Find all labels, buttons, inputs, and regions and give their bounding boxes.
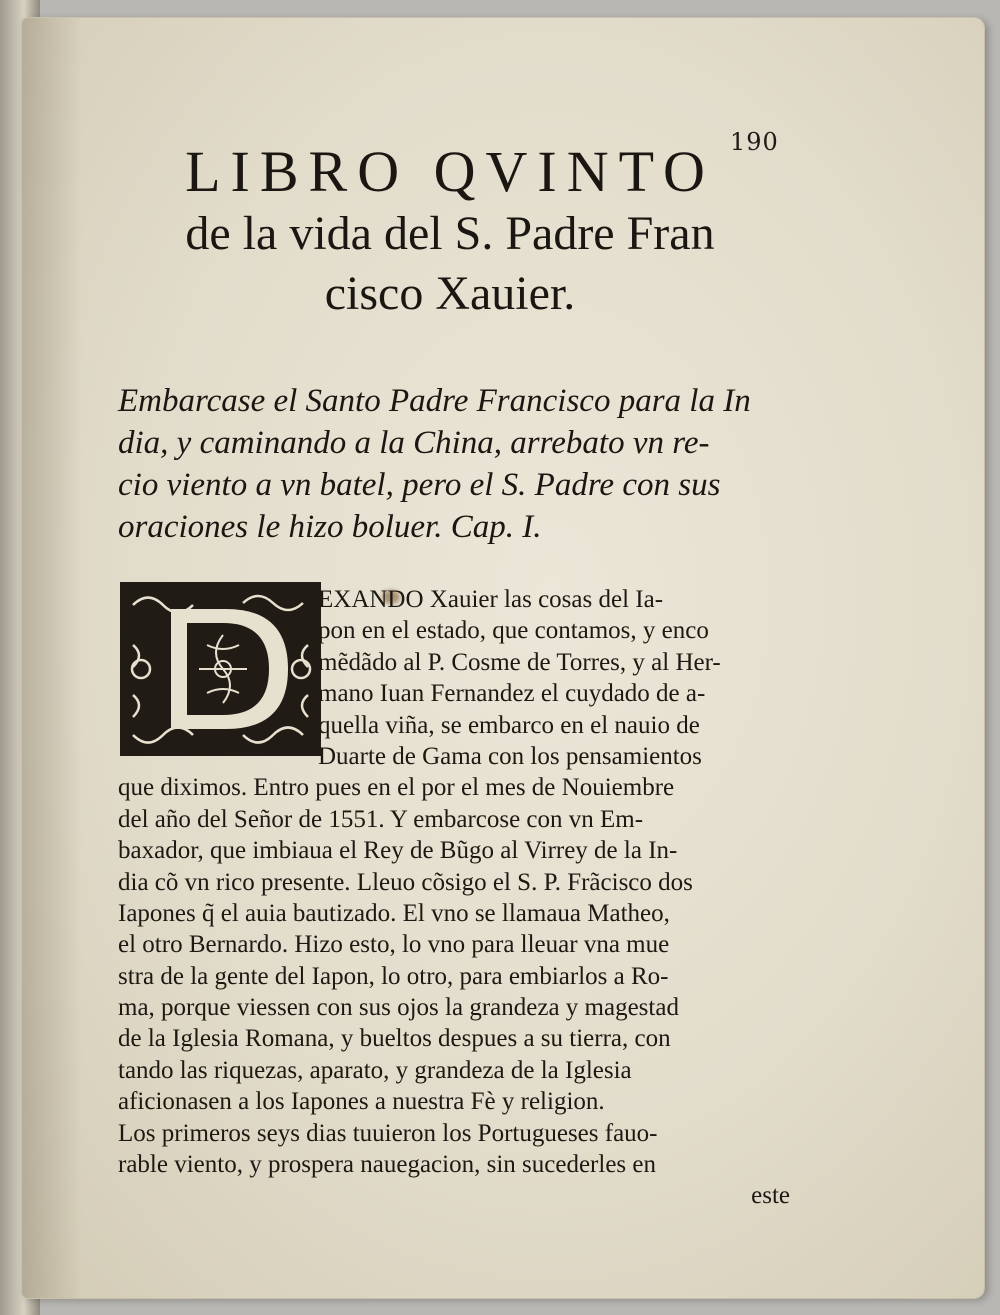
text-line: stra de la gente del Iapon, lo otro, para embiarlos a Ro-	[118, 962, 669, 990]
text-line: Duarte de Gama con los pensamientos	[318, 742, 702, 770]
page-number: 190	[730, 128, 779, 156]
text-line: baxador, que imbiaua el Rey de Bũgo al Virrey de la In-	[118, 837, 678, 865]
text-line: Iapones q̃ el auia bautizado. El vno se llamaua Matheo,	[118, 899, 670, 927]
chapter-heading-line: oraciones le hizo boluer. Cap. I.	[118, 509, 542, 545]
text-line: Los primeros seys dias tuuieron los Portugueses fauo-	[118, 1119, 658, 1147]
text-line: tando las riquezas, aparato, y grandeza de la Iglesia	[118, 1056, 632, 1084]
text-line: de la Iglesia Romana, y bueltos despues a su tierra, con	[118, 1025, 671, 1053]
text-line: rable viento, y prospera nauegacion, sin sucederles en	[118, 1151, 656, 1179]
book-subtitle-line: cisco Xauier.	[324, 267, 576, 320]
text-line: mẽdãdo al P. Cosme de Torres, y al Her-	[318, 648, 721, 676]
chapter-heading-line: dia, y caminando a la China, arrebato vn re-	[118, 425, 710, 461]
body-text	[118, 584, 798, 1212]
text-line: pon en el estado, que contamos, y enco	[318, 617, 709, 645]
text-line: el otro Bernardo. Hizo esto, lo vno para lleuar vna mue	[118, 931, 670, 959]
catchword: este	[751, 1182, 790, 1210]
page-header	[100, 140, 800, 324]
book-title: LIBRO QVINTO	[185, 139, 715, 204]
book-subtitle-line: de la vida del S. Padre Fran	[185, 207, 715, 260]
text-line: EXANDO Xauier las cosas del Ia-	[318, 586, 664, 613]
text-line: quella viña, se embarco en el nauio de	[318, 711, 700, 739]
text-line: que diximos. Entro pues en el por el mes de Nouiembre	[118, 774, 675, 802]
text-line: mano Iuan Fernandez el cuydado de a-	[318, 680, 706, 708]
text-line: del año del Señor de 1551. Y embarcose con vn Em-	[118, 805, 644, 833]
chapter-heading	[118, 380, 808, 548]
chapter-heading-line: Embarcase el Santo Padre Francisco para la In	[118, 383, 751, 419]
chapter-heading-line: cio viento a vn batel, pero el S. Padre con sus	[118, 467, 721, 503]
text-line: dia cõ vn rico presente. Lleuo cõsigo el S. P. Frãcisco dos	[118, 868, 693, 896]
text-line: aficionasen a los Iapones a nuestra Fè y religion.	[118, 1088, 605, 1116]
text-line: ma, porque viessen con sus ojos la grandeza y magestad	[118, 994, 679, 1022]
